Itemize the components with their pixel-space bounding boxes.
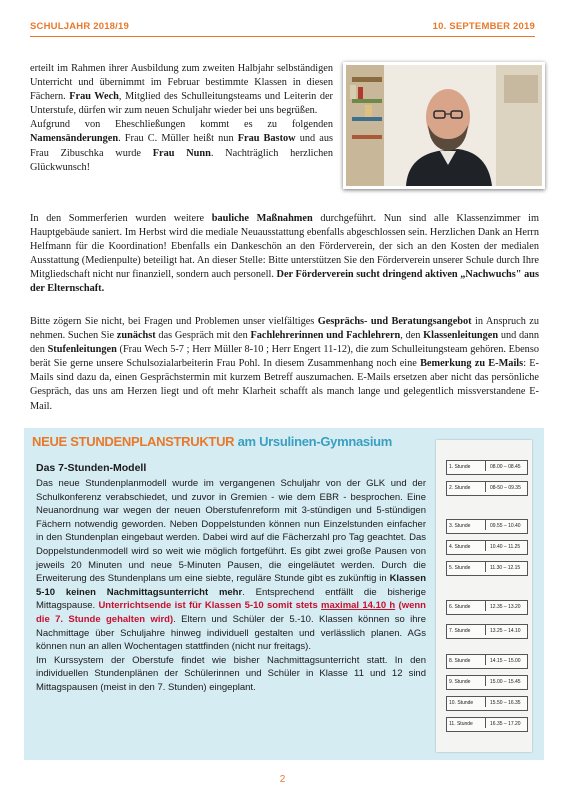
header-schoolyear: SCHULJAHR 2018/19 xyxy=(30,21,129,32)
box-subtitle: Das 7-Stunden-Modell xyxy=(36,462,147,474)
schedule-row: 11. Stunde 16.35 – 17.20 xyxy=(446,717,528,732)
header-divider xyxy=(30,36,535,37)
page-number: 2 xyxy=(279,774,286,785)
timetable-info-box xyxy=(24,428,544,760)
paragraph-staff: erteilt im Rahmen ihrer Ausbildung zum zweiten Halbjahr selbständigen Unterricht und übernimmt im Februar bestimmte Klassen in diesen Fächern. Frau Wech, Mitglied des Schulleitungsteams und Leiterin der Unterstufe, dürfen wir zum neuen Schuljahr wieder bei uns begrüßen. Aufgrund von Eheschließungen kommt es zu folgenden Namensänderungen. Frau C. Müller heißt nun Frau Bastow und aus Frau Zibuschka wurde Frau Nunn. Nachträglich herzlichen Glückwunsch! xyxy=(30,63,333,173)
paragraph-counseling: Bitte zögern Sie nicht, bei Fragen und Problemen unser vielfältiges Gesprächs- und Beratungsangebot in Anspruch zu nehmen. Suchen Sie zunächst das Gespräch mit den Fachlehrerinnen und Fachlehrern, den Klassenleitungen und dann den Stufenleitungen (Frau Wech 5-7 ; Herr Müller 8-10 ; Herr Engert 11-12), die zum Schulleitungsteam gehören. Ebenso berät Sie gerne unsere Schulsozialarbeiterin Frau Pohl. In diesem Zusammenhang noch eine Bemerkung zu E-Mails: E-Mails sind dazu da, einen Gesprächstermin mit kurzem Betreff auszumachen. E-Mails ersetzen aber nicht das persönliche Gespräch, das uns am Herzen liegt und oft mehr Klarheit schafft als manch lange und gelegentlich missverstandene E-Mail. xyxy=(30,316,539,412)
schedule-row: 10. Stunde 15.50 – 16.35 xyxy=(446,696,528,711)
schedule-row: 2. Stunde 08-50 – 09.35 xyxy=(446,481,528,496)
page-header xyxy=(0,0,565,36)
schedule-row: 7. Stunde 13.25 – 14.10 xyxy=(446,624,528,639)
schedule-row: 4. Stunde 10.40 – 11.25 xyxy=(446,540,528,555)
paragraph-construction: In den Sommerferien wurden weitere bauliche Maßnahmen durchgeführt. Nun sind alle Klassenzimmer im Hauptgebäude saniert. Im Herbst wird die mediale Neuausstattung ebenfalls abgeschlossen sein. Herzlichen Dank an Herrn Helfmann für die Koordination! Ebenfalls ein Dankeschön an den Förderverein, der sich an den Kosten der medialen Ausstattung (Medienpulte) beteiligt hat. An dieser Stelle: Bitte unterstützen Sie den Förderverein unserer Schule durch Ihre Mitgliedschaft nicht nur finanziell, sondern auch personell. Der Förderverein sucht dringend aktiven „Nachwuchs" aus der Elternschaft. xyxy=(30,213,539,295)
schedule-row: 6. Stunde 12.35 – 13.20 xyxy=(446,600,528,615)
schedule-row: 1. Stunde 08.00 – 08.45 xyxy=(446,460,528,475)
box-body-text: Das neue Stundenplanmodell wurde im vergangenen Schuljahr von der GLK und der Schulkonferenz verabschiedet, und zuvor in Gremien - wie dem EBR - besprochen. Eine Neuanordnung war wegen der neuen Oberstufenreform mit 3-stündigen und 5-stündigen Fächern notwendig geworden. Neben Doppelstunden können nun Einzelstunden einfacher in den Stundenplan eingebaut werden. Dabei wird auf die Fächerzahl pro Tag geachtet. Das Doppelstundenmodell wird so weit wie möglich fortgeführt. Es gibt zwei große Pausen von jeweils 20 Minuten und neue 5-Minuten Pausen, die eingeläutet werden. Durch die Erweiterung des Stundenplans um eine siebte, reguläre Stunde gibt es zukünftig in Klassen 5-10 keinen Nachmittagsunterricht mehr. Entsprechend entfällt die bisherige Mittagspause. Unterrichtsende ist für Klassen 5-10 somit stets maximal 14.10 h (wenn die 7. Stunde gehalten wird). Eltern und Schüler der 5.-10. Klassen können so ihre Nachmittage über Schuljahre hinweg individuell gestalten und verlässlich planen. AGs können nun an allen Wochentagen stattfinden (nicht nur freitags). Im Kurssystem der Oberstufe findet wie bisher Nachmittagsunterricht statt. In den individuellen Stundenplänen der Schülerinnen und Schüler in Klasse 11 und 12 sind Mittagspausen (meist in den 7. Stunden) eingeplant. xyxy=(36,478,426,693)
box-title: NEUE STUNDENPLANSTRUKTUR am Ursulinen-Gymnasium xyxy=(32,434,393,449)
schedule-row: 8. Stunde 14.15 – 15.00 xyxy=(446,654,528,669)
portrait-photo xyxy=(343,62,545,189)
schedule-row: 9. Stunde 15.00 – 15.45 xyxy=(446,675,528,690)
schedule-row: 3. Stunde 09.55 – 10.40 xyxy=(446,519,528,534)
header-date: 10. SEPTEMBER 2019 xyxy=(432,21,535,32)
schedule-photo xyxy=(436,440,532,752)
schedule-row: 5. Stunde 11.30 – 12.15 xyxy=(446,561,528,576)
